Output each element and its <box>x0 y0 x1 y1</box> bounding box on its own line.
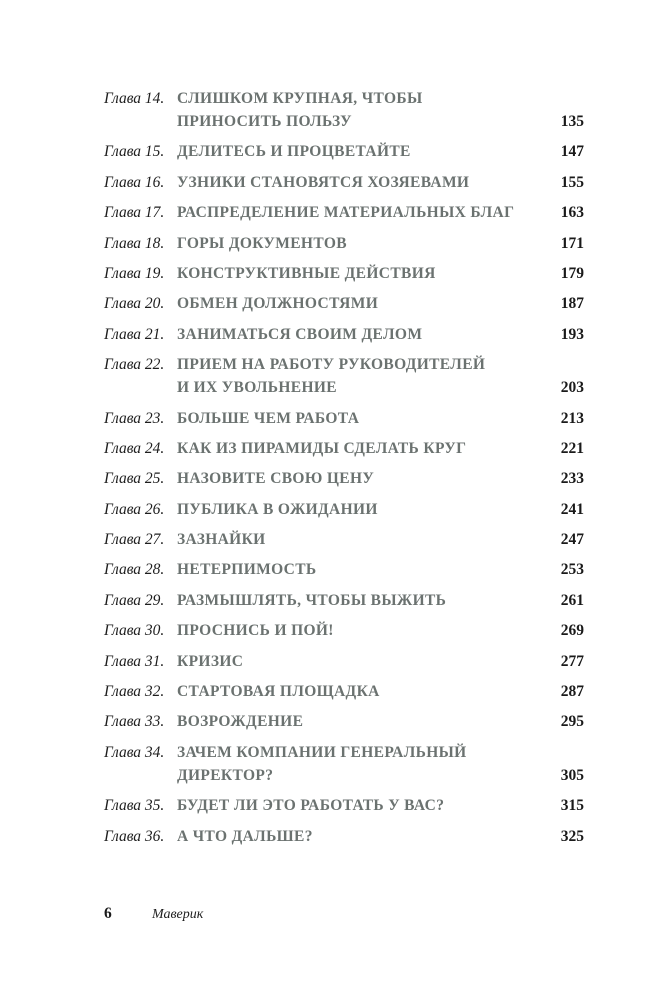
toc-entry <box>104 825 584 848</box>
chapter-label: Глава 35. <box>104 797 165 815</box>
chapter-label: Глава 15. <box>104 143 165 161</box>
chapter-label: Глава 24. <box>104 439 165 457</box>
page-footer <box>104 905 203 923</box>
chapter-label: Глава 22. <box>104 356 165 374</box>
toc-entry <box>104 232 584 255</box>
chapter-title: ГОРЫ ДОКУМЕНТОВ <box>177 234 347 252</box>
chapter-title: РАЗМЫШЛЯТЬ, ЧТОБЫ ВЫЖИТЬ <box>177 591 447 609</box>
chapter-label: Глава 14. <box>104 90 165 107</box>
chapter-label: Глава 29. <box>104 591 165 609</box>
chapter-page: 325 <box>560 827 584 845</box>
chapter-title: СТАРТОВАЯ ПЛОЩАДКА <box>177 683 380 701</box>
chapter-title: БОЛЬШЕ ЧЕМ РАБОТА <box>177 409 360 427</box>
chapter-title: КРИЗИС <box>177 652 244 670</box>
toc-entry <box>104 323 584 346</box>
chapter-label: Глава 19. <box>104 264 165 282</box>
chapter-page: 203 <box>560 379 584 397</box>
toc-entry <box>104 87 584 133</box>
chapter-page: 221 <box>560 439 584 457</box>
chapter-title: ЗАНИМАТЬСЯ СВОИМ ДЕЛОМ <box>177 325 423 343</box>
toc-entry <box>104 741 584 787</box>
toc-entry <box>104 558 584 581</box>
chapter-label: Глава 28. <box>104 561 165 579</box>
table-of-contents <box>104 87 584 855</box>
chapter-label: Глава 18. <box>104 234 165 252</box>
chapter-page: 315 <box>560 797 584 815</box>
chapter-title: КОНСТРУКТИВНЫЕ ДЕЙСТВИЯ <box>177 264 436 282</box>
chapter-page: 179 <box>560 264 584 282</box>
toc-entry <box>104 353 584 399</box>
chapter-title: ПРОСНИСЬ И ПОЙ! <box>177 622 334 640</box>
toc-entry <box>104 292 584 315</box>
toc-entry <box>104 589 584 612</box>
chapter-page: 269 <box>560 622 584 640</box>
chapter-page: 147 <box>560 143 584 161</box>
chapter-title: ЗАЗНАЙКИ <box>177 531 266 549</box>
chapter-title: НАЗОВИТЕ СВОЮ ЦЕНУ <box>177 470 375 488</box>
toc-entry <box>104 140 584 163</box>
page-number: 6 <box>104 905 112 922</box>
chapter-title: ДЕЛИТЕСЬ И ПРОЦВЕТАЙТЕ <box>177 143 411 161</box>
chapter-label: Глава 17. <box>104 204 165 222</box>
chapter-page: 233 <box>560 470 584 488</box>
chapter-page: 305 <box>560 766 584 784</box>
chapter-page: 261 <box>560 591 584 609</box>
chapter-title: ПУБЛИКА В ОЖИДАНИИ <box>177 500 378 518</box>
toc-entry <box>104 794 584 817</box>
chapter-label: Глава 36. <box>104 827 165 845</box>
chapter-title: РАСПРЕДЕЛЕНИЕ МАТЕРИАЛЬНЫХ БЛАГ <box>177 204 515 222</box>
toc-entry <box>104 650 584 673</box>
chapter-label: Глава 25. <box>104 470 165 488</box>
toc-entry <box>104 619 584 642</box>
toc-entry <box>104 171 584 194</box>
chapter-page: 171 <box>560 234 584 252</box>
toc-entry <box>104 201 584 224</box>
running-title: Маверик <box>152 907 204 922</box>
toc-entry <box>104 467 584 490</box>
toc-entry <box>104 437 584 460</box>
toc-entry <box>104 498 584 521</box>
chapter-page: 287 <box>560 683 584 701</box>
chapter-page: 277 <box>560 652 584 670</box>
chapter-title: УЗНИКИ СТАНОВЯТСЯ ХОЗЯЕВАМИ <box>177 173 470 191</box>
chapter-label: Глава 33. <box>104 713 165 731</box>
chapter-label: Глава 27. <box>104 531 165 549</box>
chapter-page: 193 <box>560 325 584 343</box>
chapter-page: 253 <box>560 561 584 579</box>
chapter-page: 135 <box>560 113 584 130</box>
toc-entry <box>104 710 584 733</box>
chapter-title: ОБМЕН ДОЛЖНОСТЯМИ <box>177 295 379 313</box>
chapter-label: Глава 26. <box>104 500 165 518</box>
chapter-title: КАК ИЗ ПИРАМИДЫ СДЕЛАТЬ КРУГ <box>177 439 467 457</box>
chapter-page: 295 <box>560 713 584 731</box>
toc-entry <box>104 680 584 703</box>
chapter-label: Глава 23. <box>104 409 165 427</box>
chapter-title: СЛИШКОМ КРУПНАЯ, ЧТОБЫ ПРИНОСИТЬ ПОЛЬЗУ <box>177 90 423 130</box>
chapter-page: 155 <box>560 173 584 191</box>
chapter-page: 247 <box>560 531 584 549</box>
chapter-title: НЕТЕРПИМОСТЬ <box>177 561 317 579</box>
chapter-title: ВОЗРОЖДЕНИЕ <box>177 713 304 731</box>
chapter-page: 163 <box>560 204 584 222</box>
chapter-page: 187 <box>560 295 584 313</box>
toc-entry <box>104 262 584 285</box>
chapter-label: Глава 21. <box>104 325 165 343</box>
chapter-title: ЗАЧЕМ КОМПАНИИ ГЕНЕРАЛЬНЫЙ ДИРЕКТОР? <box>177 743 467 784</box>
chapter-page: 241 <box>560 500 584 518</box>
toc-entry <box>104 528 584 551</box>
chapter-label: Глава 20. <box>104 295 165 313</box>
chapter-title: А ЧТО ДАЛЬШЕ? <box>177 827 313 845</box>
chapter-label: Глава 16. <box>104 173 165 191</box>
chapter-label: Глава 30. <box>104 622 165 640</box>
chapter-title: БУДЕТ ЛИ ЭТО РАБОТАТЬ У ВАС? <box>177 797 445 815</box>
chapter-page: 213 <box>560 409 584 427</box>
chapter-title: ПРИЕМ НА РАБОТУ РУКОВОДИТЕЛЕЙ И ИХ УВОЛЬНЕНИЕ <box>177 356 486 397</box>
chapter-label: Глава 32. <box>104 683 165 701</box>
chapter-label: Глава 31. <box>104 652 165 670</box>
chapter-label: Глава 34. <box>104 743 165 761</box>
toc-entry <box>104 407 584 430</box>
